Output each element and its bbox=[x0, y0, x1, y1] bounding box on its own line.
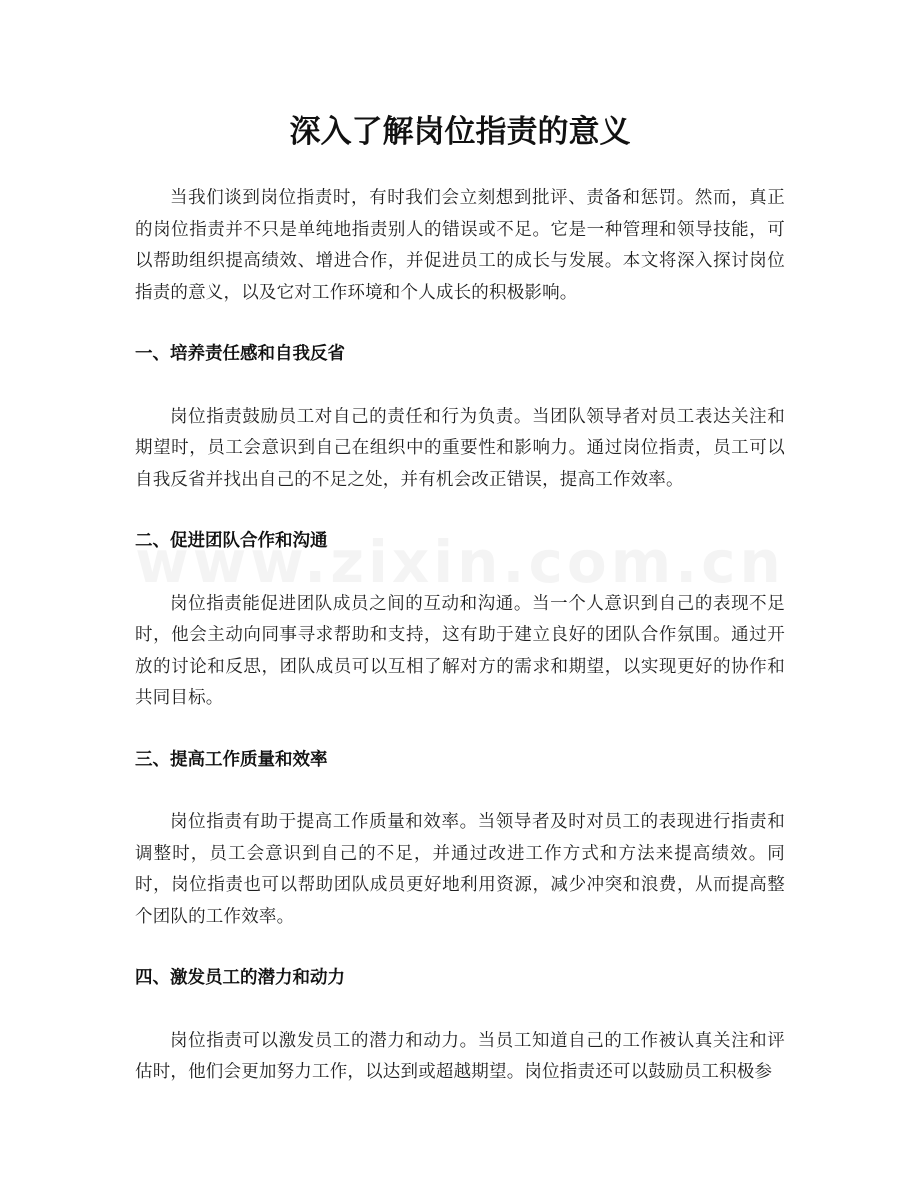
section-paragraph-3: 岗位指责有助于提高工作质量和效率。当领导者及时对员工的表现进行指责和调整时，员工会意识到自己的不足，并通过改进工作方式和方法来提高绩效。同时，岗位指责也可以帮助团队成员更好地利用资源，减少冲突和浪费，从而提高整个团队的工作效率。 bbox=[135, 812, 785, 927]
section-heading-2: 二、促进团队合作和沟通 bbox=[135, 531, 328, 551]
section-heading-4: 四、激发员工的潜力和动力 bbox=[135, 968, 345, 988]
section-heading-1: 一、培养责任感和自我反省 bbox=[135, 344, 345, 364]
page-title: 深入了解岗位指责的意义 bbox=[289, 114, 631, 150]
document-body bbox=[135, 183, 785, 1089]
section-paragraph-1: 岗位指责鼓励员工对自己的责任和行为负责。当团队领导者对员工表达关注和期望时，员工会意识到自己在组织中的重要性和影响力。通过岗位指责，员工可以自我反省并找出自己的不足之处，并有机会改正错误，提高工作效率。 bbox=[135, 406, 785, 490]
section-paragraph-2: 岗位指责能促进团队成员之间的互动和沟通。当一个人意识到自己的表现不足时，他会主动向同事寻求帮助和支持，这有助于建立良好的团队合作氛围。通过开放的讨论和反思，团队成员可以互相了解对方的需求和期望，以实现更好的协作和共同目标。 bbox=[135, 593, 785, 708]
section-heading-3: 三、提高工作质量和效率 bbox=[135, 749, 328, 770]
intro-paragraph: 当我们谈到岗位指责时，有时我们会立刻想到批评、责备和惩罚。然而，真正的岗位指责并不只是单纯地指责别人的错误或不足。它是一种管理和领导技能，可以帮助组织提高绩效、增进合作，并促进员工的成长与发展。本文将深入探讨岗位指责的意义，以及它对工作环境和个人成长的积极影响。 bbox=[135, 188, 785, 303]
section-paragraph-4: 岗位指责可以激发员工的潜力和动力。当员工知道自己的工作被认真关注和评估时，他们会更加努力工作，以达到或超越期望。岗位指责还可以鼓励员工积极参 bbox=[135, 1030, 785, 1082]
